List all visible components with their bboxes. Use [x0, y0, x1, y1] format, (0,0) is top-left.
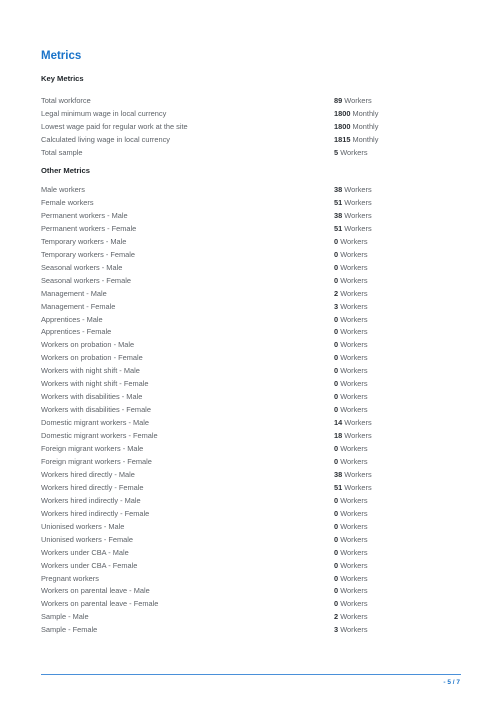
- metric-value: [334, 364, 368, 377]
- metric-value: [334, 429, 372, 442]
- metric-number: 0: [334, 560, 339, 570]
- metric-unit: Workers: [340, 301, 368, 311]
- metric-value: [334, 94, 372, 107]
- metric-label: Domestic migrant workers - Male: [41, 418, 150, 428]
- metric-number: 5: [334, 148, 339, 157]
- metric-number: 1800: [334, 109, 351, 118]
- metric-unit: Workers: [344, 223, 372, 233]
- metric-number: 0: [334, 392, 339, 402]
- metric-number: 0: [334, 521, 339, 531]
- metric-label: Male workers: [41, 185, 85, 194]
- metric-label: Workers with disabilities - Male: [41, 392, 143, 402]
- metric-unit: Workers: [340, 353, 368, 363]
- metric-unit: Workers: [340, 314, 368, 324]
- metric-value: [334, 533, 368, 546]
- metric-row: [41, 455, 441, 468]
- metric-number: 2: [334, 612, 339, 622]
- metric-value: [334, 584, 368, 597]
- metric-label: Management - Female: [41, 301, 116, 311]
- metric-number: 0: [334, 573, 339, 583]
- metric-label: Workers hired directly - Female: [41, 482, 144, 492]
- metric-row: [41, 403, 441, 416]
- metric-unit: Workers: [340, 560, 368, 570]
- metric-number: 0: [334, 456, 339, 466]
- metric-value: [334, 120, 378, 133]
- metric-row: [41, 338, 441, 351]
- metric-value: [334, 338, 368, 351]
- metric-number: 0: [334, 495, 339, 505]
- metric-value: [334, 351, 368, 364]
- metric-value: [334, 274, 368, 287]
- metric-number: 89: [334, 96, 343, 105]
- metric-row: [41, 274, 441, 287]
- metric-label: Seasonal workers - Male: [41, 262, 123, 272]
- metric-unit: Workers: [344, 431, 372, 441]
- page-number: - 5 / 7: [443, 679, 460, 686]
- metric-value: [334, 623, 368, 636]
- metric-number: 2: [334, 288, 339, 298]
- metric-label: Lowest wage paid for regular work at the site: [41, 122, 188, 131]
- metric-unit: Workers: [340, 495, 368, 505]
- metric-number: 0: [334, 534, 339, 544]
- metric-label: Workers on parental leave - Female: [41, 599, 159, 609]
- metric-label: Pregnant workers: [41, 573, 99, 583]
- metric-unit: Workers: [340, 148, 368, 157]
- metric-value: [334, 403, 368, 416]
- metric-label: Foreign migrant workers - Male: [41, 444, 144, 453]
- metric-unit: Workers: [340, 444, 368, 453]
- metric-row: [41, 183, 441, 196]
- metric-label: Calculated living wage in local currency: [41, 135, 170, 144]
- metric-label: Total sample: [41, 148, 83, 157]
- metric-row: [41, 390, 441, 403]
- metric-row: [41, 235, 441, 248]
- metric-number: 0: [334, 340, 339, 350]
- metric-row: [41, 507, 441, 520]
- metric-number: 38: [334, 469, 343, 479]
- metric-value: [334, 183, 372, 196]
- metric-value: [334, 494, 368, 507]
- metric-unit: Monthly: [352, 135, 379, 144]
- metric-row: [41, 377, 441, 390]
- metric-row: [41, 248, 441, 261]
- metric-value: [334, 597, 368, 610]
- metric-number: 38: [334, 210, 343, 220]
- metric-number: 51: [334, 223, 343, 233]
- metric-unit: Workers: [340, 262, 368, 272]
- metric-number: 0: [334, 353, 339, 363]
- metric-label: Permanent workers - Male: [41, 210, 128, 220]
- metric-row: [41, 610, 441, 623]
- metric-unit: Workers: [340, 586, 368, 596]
- metric-number: 0: [334, 444, 339, 453]
- metric-label: Workers hired indirectly - Male: [41, 495, 141, 505]
- metric-row: [41, 494, 441, 507]
- metric-row: [41, 146, 441, 159]
- metric-unit: Workers: [340, 599, 368, 609]
- metric-value: [334, 572, 368, 585]
- metric-value: [334, 468, 372, 481]
- metric-unit: Workers: [344, 210, 372, 220]
- metric-unit: Workers: [344, 482, 372, 492]
- metric-unit: Workers: [344, 469, 372, 479]
- metric-row: [41, 222, 441, 235]
- metric-unit: Workers: [340, 534, 368, 544]
- metric-row: [41, 416, 441, 429]
- metric-value: [334, 455, 368, 468]
- metric-row: [41, 351, 441, 364]
- metric-unit: Workers: [340, 612, 368, 622]
- metric-number: 0: [334, 327, 339, 337]
- metric-row: [41, 133, 441, 146]
- metric-number: 14: [334, 418, 343, 428]
- metric-row: [41, 533, 441, 546]
- metric-value: [334, 325, 368, 338]
- metric-value: [334, 196, 372, 209]
- metric-unit: Workers: [340, 366, 368, 376]
- metric-value: [334, 287, 368, 300]
- metric-row: [41, 623, 441, 636]
- metric-value: [334, 107, 378, 120]
- metric-value: [334, 313, 368, 326]
- metric-unit: Workers: [340, 327, 368, 337]
- metric-number: 0: [334, 547, 339, 557]
- metric-row: [41, 364, 441, 377]
- metric-label: Workers under CBA - Female: [41, 560, 138, 570]
- metric-label: Foreign migrant workers - Female: [41, 456, 152, 466]
- metric-value: [334, 416, 372, 429]
- metric-row: [41, 546, 441, 559]
- footer-divider: [41, 674, 461, 675]
- metric-row: [41, 468, 441, 481]
- metric-row: [41, 313, 441, 326]
- metric-row: [41, 261, 441, 274]
- metric-number: 1800: [334, 122, 351, 131]
- metric-label: Domestic migrant workers - Female: [41, 431, 158, 441]
- page-title: Metrics: [41, 50, 82, 62]
- metric-row: [41, 107, 441, 120]
- metric-number: 0: [334, 379, 339, 389]
- metric-row: [41, 442, 441, 455]
- metric-value: [334, 559, 368, 572]
- metric-label: Legal minimum wage in local currency: [41, 109, 167, 118]
- metric-unit: Workers: [340, 405, 368, 415]
- other-metrics-heading: Other Metrics: [41, 166, 90, 175]
- metric-label: Workers with night shift - Male: [41, 366, 140, 376]
- metric-unit: Workers: [340, 288, 368, 298]
- metric-unit: Workers: [344, 197, 372, 207]
- metric-number: 0: [334, 599, 339, 609]
- metric-label: Workers hired indirectly - Female: [41, 508, 150, 518]
- metric-unit: Workers: [340, 340, 368, 350]
- metric-row: [41, 120, 441, 133]
- metric-value: [334, 377, 368, 390]
- metric-unit: Workers: [340, 379, 368, 389]
- metric-label: Unionised workers - Male: [41, 521, 125, 531]
- metric-row: [41, 287, 441, 300]
- metric-number: 3: [334, 301, 339, 311]
- metric-unit: Monthly: [352, 122, 379, 131]
- metric-row: [41, 300, 441, 313]
- metric-number: 0: [334, 586, 339, 596]
- metric-label: Temporary workers - Male: [41, 236, 127, 246]
- metric-value: [334, 248, 368, 261]
- metric-label: Seasonal workers - Female: [41, 275, 131, 285]
- metric-row: [41, 429, 441, 442]
- metric-unit: Workers: [344, 96, 372, 105]
- metric-value: [334, 235, 368, 248]
- metric-label: Apprentices - Female: [41, 327, 112, 337]
- metric-number: 0: [334, 275, 339, 285]
- metric-number: 0: [334, 366, 339, 376]
- metric-row: [41, 520, 441, 533]
- metric-row: [41, 94, 441, 107]
- metric-unit: Workers: [340, 625, 368, 635]
- metric-value: [334, 546, 368, 559]
- metric-value: [334, 390, 368, 403]
- metric-label: Sample - Male: [41, 612, 89, 622]
- key-metrics-heading: Key Metrics: [41, 74, 84, 83]
- metric-label: Workers under CBA - Male: [41, 547, 129, 557]
- metric-row: [41, 481, 441, 494]
- metric-value: [334, 481, 372, 494]
- metric-label: Temporary workers - Female: [41, 249, 136, 259]
- metric-unit: Workers: [340, 456, 368, 466]
- metric-value: [334, 507, 368, 520]
- metric-number: 0: [334, 405, 339, 415]
- metric-number: 51: [334, 482, 343, 492]
- metric-row: [41, 572, 441, 585]
- metric-value: [334, 520, 368, 533]
- metric-unit: Workers: [340, 521, 368, 531]
- metric-value: [334, 146, 368, 159]
- metric-unit: Workers: [340, 508, 368, 518]
- metric-label: Unionised workers - Female: [41, 534, 134, 544]
- metric-value: [334, 209, 372, 222]
- metric-unit: Workers: [340, 236, 368, 246]
- metric-value: [334, 133, 378, 146]
- metric-number: 18: [334, 431, 343, 441]
- metric-unit: Workers: [340, 547, 368, 557]
- metric-number: 0: [334, 236, 339, 246]
- metric-row: [41, 209, 441, 222]
- metric-unit: Workers: [344, 185, 372, 194]
- metric-label: Workers on parental leave - Male: [41, 586, 150, 596]
- metric-label: Sample - Female: [41, 625, 98, 635]
- metric-number: 1815: [334, 135, 351, 144]
- metric-row: [41, 597, 441, 610]
- metric-value: [334, 610, 368, 623]
- metric-label: Management - Male: [41, 288, 107, 298]
- metric-unit: Workers: [344, 418, 372, 428]
- metric-value: [334, 222, 372, 235]
- metric-unit: Workers: [340, 573, 368, 583]
- metric-label: Workers with night shift - Female: [41, 379, 149, 389]
- metric-unit: Workers: [340, 392, 368, 402]
- metric-label: Workers hired directly - Male: [41, 469, 135, 479]
- metric-number: 51: [334, 197, 343, 207]
- metric-label: Total workforce: [41, 96, 91, 105]
- metric-value: [334, 442, 368, 455]
- metric-number: 0: [334, 249, 339, 259]
- metric-row: [41, 584, 441, 597]
- metric-value: [334, 300, 368, 313]
- metric-label: Workers with disabilities - Female: [41, 405, 151, 415]
- metric-row: [41, 559, 441, 572]
- metric-number: 38: [334, 185, 343, 194]
- metric-unit: Workers: [340, 275, 368, 285]
- metric-number: 0: [334, 262, 339, 272]
- metric-label: Workers on probation - Female: [41, 353, 143, 363]
- metric-unit: Monthly: [352, 109, 379, 118]
- metric-row: [41, 325, 441, 338]
- metric-number: 3: [334, 625, 339, 635]
- metric-number: 0: [334, 508, 339, 518]
- metric-number: 0: [334, 314, 339, 324]
- metric-row: [41, 196, 441, 209]
- metric-value: [334, 261, 368, 274]
- metric-label: Female workers: [41, 197, 94, 207]
- metric-label: Permanent workers - Female: [41, 223, 137, 233]
- metric-unit: Workers: [340, 249, 368, 259]
- metric-label: Workers on probation - Male: [41, 340, 135, 350]
- metric-label: Apprentices - Male: [41, 314, 103, 324]
